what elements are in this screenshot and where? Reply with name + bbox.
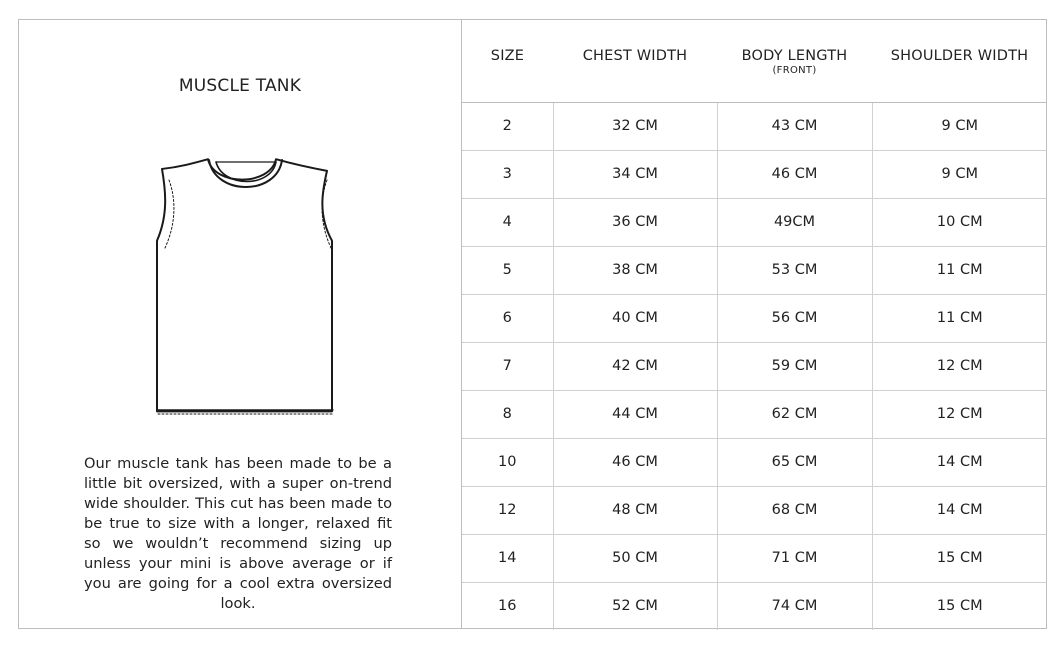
- header-body-length-note: (FRONT): [772, 65, 817, 76]
- header-body-length: [717, 20, 872, 102]
- size-chart-table: [462, 20, 1047, 630]
- cell-size: 10: [462, 438, 553, 486]
- cell-body: 53 CM: [717, 246, 872, 294]
- cell-shoulder: 11 CM: [872, 246, 1047, 294]
- header-shoulder-width: SHOULDER WIDTH: [872, 20, 1047, 102]
- cell-body: 68 CM: [717, 486, 872, 534]
- cell-chest: 52 CM: [553, 582, 717, 630]
- cell-chest: 44 CM: [553, 390, 717, 438]
- table-row: [462, 582, 1047, 630]
- table-row: [462, 390, 1047, 438]
- table-row: [462, 246, 1047, 294]
- cell-size: 8: [462, 390, 553, 438]
- cell-size: 7: [462, 342, 553, 390]
- cell-chest: 40 CM: [553, 294, 717, 342]
- cell-shoulder: 9 CM: [872, 102, 1047, 150]
- table-row: [462, 438, 1047, 486]
- table-row: [462, 486, 1047, 534]
- cell-body: 56 CM: [717, 294, 872, 342]
- table-row: [462, 150, 1047, 198]
- cell-shoulder: 9 CM: [872, 150, 1047, 198]
- cell-shoulder: 14 CM: [872, 486, 1047, 534]
- cell-chest: 34 CM: [553, 150, 717, 198]
- cell-chest: 48 CM: [553, 486, 717, 534]
- size-guide-frame: [18, 19, 1047, 629]
- tank-top-outline-icon: [129, 140, 349, 420]
- cell-body: 62 CM: [717, 390, 872, 438]
- header-size: SIZE: [462, 20, 553, 102]
- cell-size: 6: [462, 294, 553, 342]
- cell-shoulder: 10 CM: [872, 198, 1047, 246]
- cell-chest: 32 CM: [553, 102, 717, 150]
- cell-size: 16: [462, 582, 553, 630]
- table-header-row: [462, 20, 1047, 102]
- cell-body: 74 CM: [717, 582, 872, 630]
- cell-body: 59 CM: [717, 342, 872, 390]
- cell-size: 14: [462, 534, 553, 582]
- table-row: [462, 198, 1047, 246]
- table-row: [462, 294, 1047, 342]
- header-body-length-label: BODY LENGTH: [741, 48, 848, 64]
- cell-chest: 50 CM: [553, 534, 717, 582]
- product-panel: [19, 20, 462, 628]
- table-row: [462, 102, 1047, 150]
- cell-size: 5: [462, 246, 553, 294]
- cell-size: 12: [462, 486, 553, 534]
- cell-shoulder: 15 CM: [872, 534, 1047, 582]
- cell-shoulder: 12 CM: [872, 390, 1047, 438]
- cell-chest: 36 CM: [553, 198, 717, 246]
- cell-size: 2: [462, 102, 553, 150]
- cell-shoulder: 14 CM: [872, 438, 1047, 486]
- size-table-panel: [462, 20, 1047, 628]
- cell-size: 3: [462, 150, 553, 198]
- product-description: Our muscle tank has been made to be a little bit oversized, with a super on-trend wide shoulder. This cut has been made to be true to size with a longer, relaxed fit so we wouldn’t recommend sizing up unless your mini is above average or if you are going for a cool extra oversized look.: [84, 455, 392, 612]
- cell-body: 71 CM: [717, 534, 872, 582]
- table-row: [462, 342, 1047, 390]
- cell-body: 65 CM: [717, 438, 872, 486]
- cell-chest: 38 CM: [553, 246, 717, 294]
- cell-shoulder: 15 CM: [936, 598, 983, 615]
- cell-chest: 46 CM: [553, 438, 717, 486]
- cell-body: 49CM: [717, 198, 872, 246]
- product-title: MUSCLE TANK: [178, 76, 302, 96]
- cell-size: 4: [462, 198, 553, 246]
- cell-body: 46 CM: [717, 150, 872, 198]
- cell-body: 43 CM: [717, 102, 872, 150]
- cell-chest: 42 CM: [553, 342, 717, 390]
- table-row: [462, 534, 1047, 582]
- cell-shoulder: 12 CM: [872, 342, 1047, 390]
- header-chest-width: CHEST WIDTH: [553, 20, 717, 102]
- cell-shoulder: 11 CM: [872, 294, 1047, 342]
